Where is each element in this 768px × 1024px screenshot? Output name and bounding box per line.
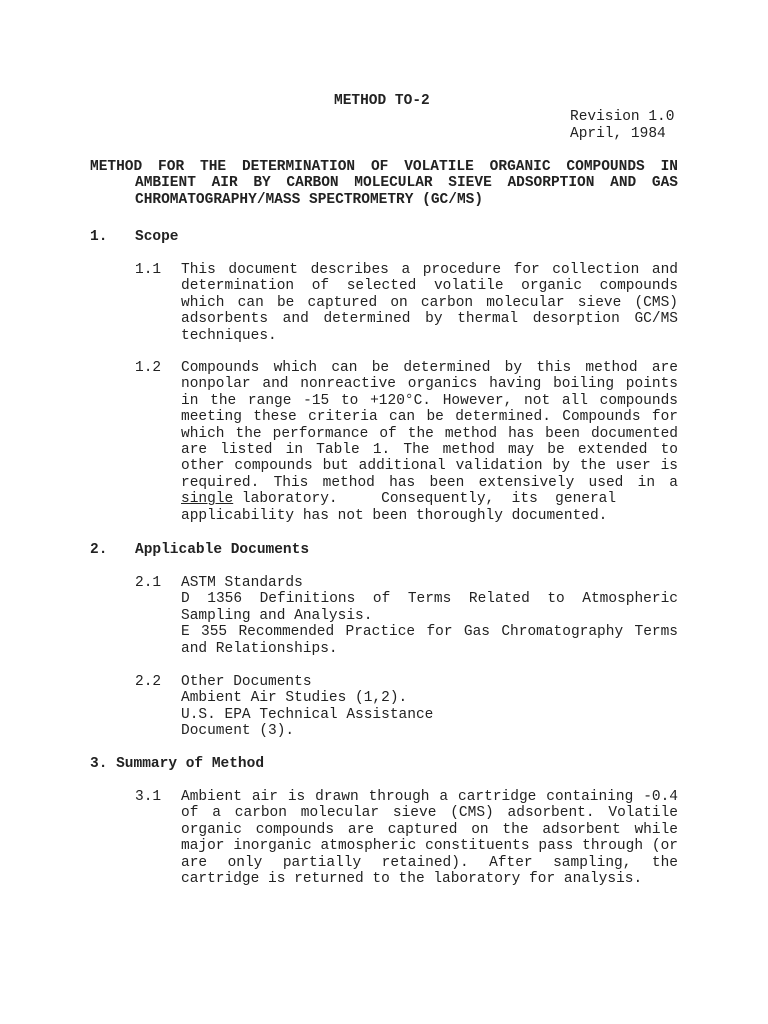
revision-label: Revision 1.0 xyxy=(570,109,675,125)
paragraph-number: 2.1 xyxy=(135,575,162,591)
paragraph-number: 1.1 xyxy=(135,262,162,278)
text-line: required. This method has been extensively used in a xyxy=(181,474,678,491)
text-line: E 355 Recommended Practice for Gas Chromatography Terms xyxy=(181,624,678,641)
text-line: Ambient Air Studies (1,2). xyxy=(181,690,408,707)
paragraph-2-2 xyxy=(181,674,678,740)
section-number: 2. xyxy=(90,542,108,558)
text-line: and Relationships. xyxy=(181,640,338,657)
paragraph-number: 1.2 xyxy=(135,360,162,376)
underlined-word: single xyxy=(181,491,234,508)
title-line: AMBIENT AIR BY CARBON MOLECULAR SIEVE ADSORPTION AND GAS xyxy=(135,175,678,192)
text-line: U.S. EPA Technical Assistance xyxy=(181,706,434,723)
text-line: other compounds but additional validation by the user is xyxy=(181,458,678,475)
section-number: 1. xyxy=(90,229,108,245)
text-line: determination of selected volatile organic compounds xyxy=(181,278,678,295)
text-line: are only partially retained). After sampling, the xyxy=(181,854,678,871)
text-line: adsorbents and determined by thermal desorption GC/MS xyxy=(181,311,678,328)
method-id: METHOD TO-2 xyxy=(334,93,430,109)
text-line: Document (3). xyxy=(181,723,295,740)
paragraph-1-2 xyxy=(181,360,678,524)
text-line: ASTM Standards xyxy=(181,575,303,591)
section-heading: Scope xyxy=(135,229,179,245)
text-line xyxy=(181,491,678,507)
text-line: techniques. xyxy=(181,327,277,344)
text-line: This document describes a procedure for collection and xyxy=(181,262,678,278)
text-line: D 1356 Definitions of Terms Related to Atmospheric xyxy=(181,591,678,608)
text-line: meeting these criteria can be determined. Compounds for xyxy=(181,409,678,426)
text-line: nonpolar and nonreactive organics having boiling points xyxy=(181,376,678,393)
text-line: applicability has not been thoroughly documented. xyxy=(181,507,608,524)
text-line: Compounds which can be determined by this method are xyxy=(181,360,678,376)
title-line: CHROMATOGRAPHY/MASS SPECTROMETRY (GC/MS) xyxy=(135,191,484,208)
paragraph-3-1 xyxy=(181,789,678,887)
text-line: Ambient air is drawn through a cartridge containing -0.4 xyxy=(181,789,678,805)
text-line: Other Documents xyxy=(181,674,312,690)
paragraph-number: 2.2 xyxy=(135,674,162,690)
text-line-rest: laboratory. Consequently, its general xyxy=(233,491,617,508)
title-line: METHOD FOR THE DETERMINATION OF VOLATILE ORGANIC COMPOUNDS IN xyxy=(90,159,678,175)
paragraph-number: 3.1 xyxy=(135,789,162,805)
paragraph-2-1 xyxy=(181,575,678,657)
text-line: organic compounds are captured on the adsorbent while xyxy=(181,821,678,838)
text-line: are listed in Table 1. The method may be extended to xyxy=(181,441,678,458)
text-line: major inorganic atmospheric constituents pass through (or xyxy=(181,838,678,855)
text-line: of a carbon molecular sieve (CMS) adsorbent. Volatile xyxy=(181,805,678,822)
section-heading: Applicable Documents xyxy=(135,542,310,558)
text-line: which can be captured on carbon molecular sieve (CMS) xyxy=(181,294,678,311)
text-line: in the range -15 to +120°C. However, not all compounds xyxy=(181,392,678,409)
document-title xyxy=(90,159,678,208)
text-line: Sampling and Analysis. xyxy=(181,607,373,624)
text-line: which the performance of the method has been documented xyxy=(181,425,678,442)
text-line: cartridge is returned to the laboratory for analysis. xyxy=(181,870,643,887)
section-heading: 3. Summary of Method xyxy=(90,756,265,772)
paragraph-1-1 xyxy=(181,262,678,344)
revision-date: April, 1984 xyxy=(570,126,666,142)
